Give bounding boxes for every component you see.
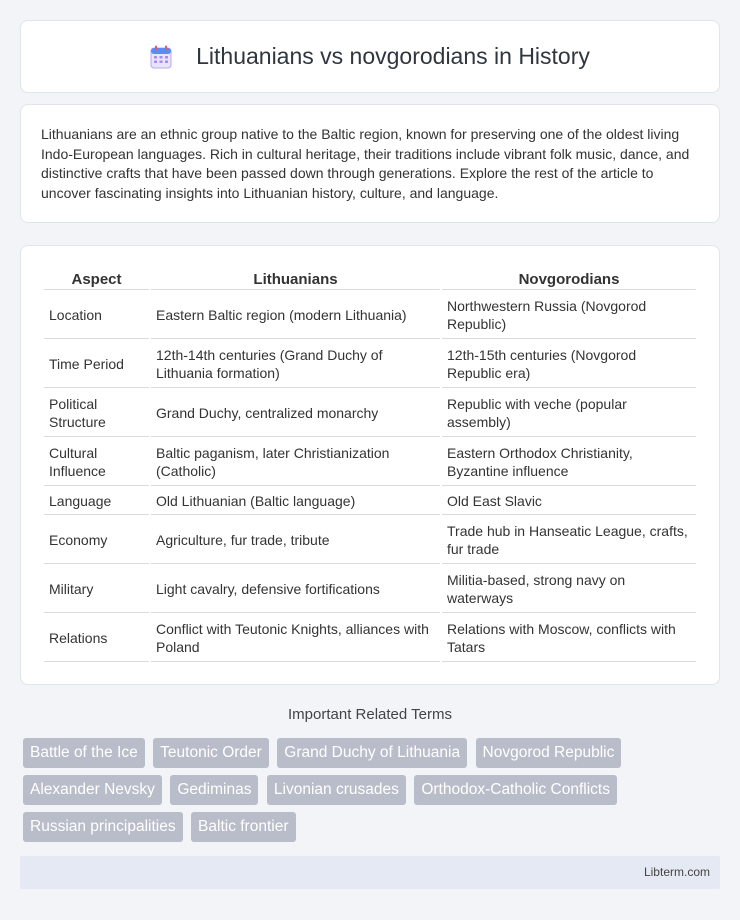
table-cell-lithuanians: Eastern Baltic region (modern Lithuania) [151, 292, 440, 339]
table-cell-novgorodians: 12th-15th centuries (Novgorod Republic era) [442, 341, 696, 388]
table-cell-lithuanians: Conflict with Teutonic Knights, alliances with Poland [151, 615, 440, 662]
table-cell-novgorodians: Trade hub in Hanseatic League, crafts, fur trade [442, 517, 696, 564]
related-term-tag[interactable]: Gediminas [170, 775, 258, 805]
table-cell-lithuanians: Baltic paganism, later Christianization (Catholic) [151, 439, 440, 486]
table-row [44, 341, 696, 388]
table-cell-novgorodians: Northwestern Russia (Novgorod Republic) [442, 292, 696, 339]
table-row [44, 292, 696, 339]
table-cell-lithuanians: Light cavalry, defensive fortifications [151, 566, 440, 613]
table-cell-aspect: Economy [44, 517, 149, 564]
related-terms-title: Important Related Terms [288, 706, 452, 723]
footer [20, 856, 720, 889]
table-row [44, 517, 696, 564]
table-cell-aspect: Relations [44, 615, 149, 662]
footer-site-link[interactable]: Libterm.com [643, 865, 710, 879]
related-term-tag[interactable]: Alexander Nevsky [23, 775, 162, 805]
related-term-tag[interactable]: Teutonic Order [153, 738, 269, 768]
page-title: Lithuanians vs novgorodians in History [196, 43, 590, 69]
column-header-aspect: Aspect [44, 268, 149, 290]
intro-card [20, 104, 720, 223]
table-header-row [44, 268, 696, 290]
table-cell-aspect: Political Structure [44, 390, 149, 437]
table-cell-novgorodians: Relations with Moscow, conflicts with Tatars [442, 615, 696, 662]
table-cell-aspect: Time Period [44, 341, 149, 388]
table-cell-lithuanians: Grand Duchy, centralized monarchy [151, 390, 440, 437]
table-row [44, 566, 696, 613]
related-term-tag[interactable]: Novgorod Republic [476, 738, 622, 768]
table-cell-novgorodians: Republic with veche (popular assembly) [442, 390, 696, 437]
column-header-novgorodians: Novgorodians [442, 268, 696, 290]
table-row [44, 615, 696, 662]
header-card [20, 20, 720, 93]
table-cell-lithuanians: 12th-14th centuries (Grand Duchy of Lithuania formation) [151, 341, 440, 388]
related-term-tag[interactable]: Baltic frontier [191, 812, 295, 842]
table-cell-novgorodians: Eastern Orthodox Christianity, Byzantine influence [442, 439, 696, 486]
table-row [44, 439, 696, 486]
comparison-table [42, 266, 698, 664]
column-header-lithuanians: Lithuanians [151, 268, 440, 290]
related-terms-list [23, 738, 723, 849]
table-cell-aspect: Language [44, 488, 149, 515]
intro-text: Lithuanians are an ethnic group native to the Baltic region, known for preserving one of the oldest living Indo-European languages. Rich in cultural heritage, their traditions include vibrant folk music, dance, and distinctive crafts that have been passed down through generations. Explore the rest of the article to uncover fascinating insights into Lithuanian history, culture, and language. [41, 126, 690, 201]
table-cell-lithuanians: Old Lithuanian (Baltic language) [151, 488, 440, 515]
comparison-table-card [20, 245, 720, 685]
related-term-tag[interactable]: Battle of the Ice [23, 738, 145, 768]
related-term-tag[interactable]: Russian principalities [23, 812, 183, 842]
table-cell-aspect: Location [44, 292, 149, 339]
table-row [44, 390, 696, 437]
table-row [44, 488, 696, 515]
table-cell-novgorodians: Old East Slavic [442, 488, 696, 515]
related-term-tag[interactable]: Orthodox-Catholic Conflicts [414, 775, 617, 805]
table-cell-novgorodians: Militia-based, strong navy on waterways [442, 566, 696, 613]
table-cell-lithuanians: Agriculture, fur trade, tribute [151, 517, 440, 564]
related-term-tag[interactable]: Grand Duchy of Lithuania [277, 738, 467, 768]
related-term-tag[interactable]: Livonian crusades [267, 775, 406, 805]
calendar-icon [150, 45, 172, 69]
table-cell-aspect: Military [44, 566, 149, 613]
table-cell-aspect: Cultural Influence [44, 439, 149, 486]
